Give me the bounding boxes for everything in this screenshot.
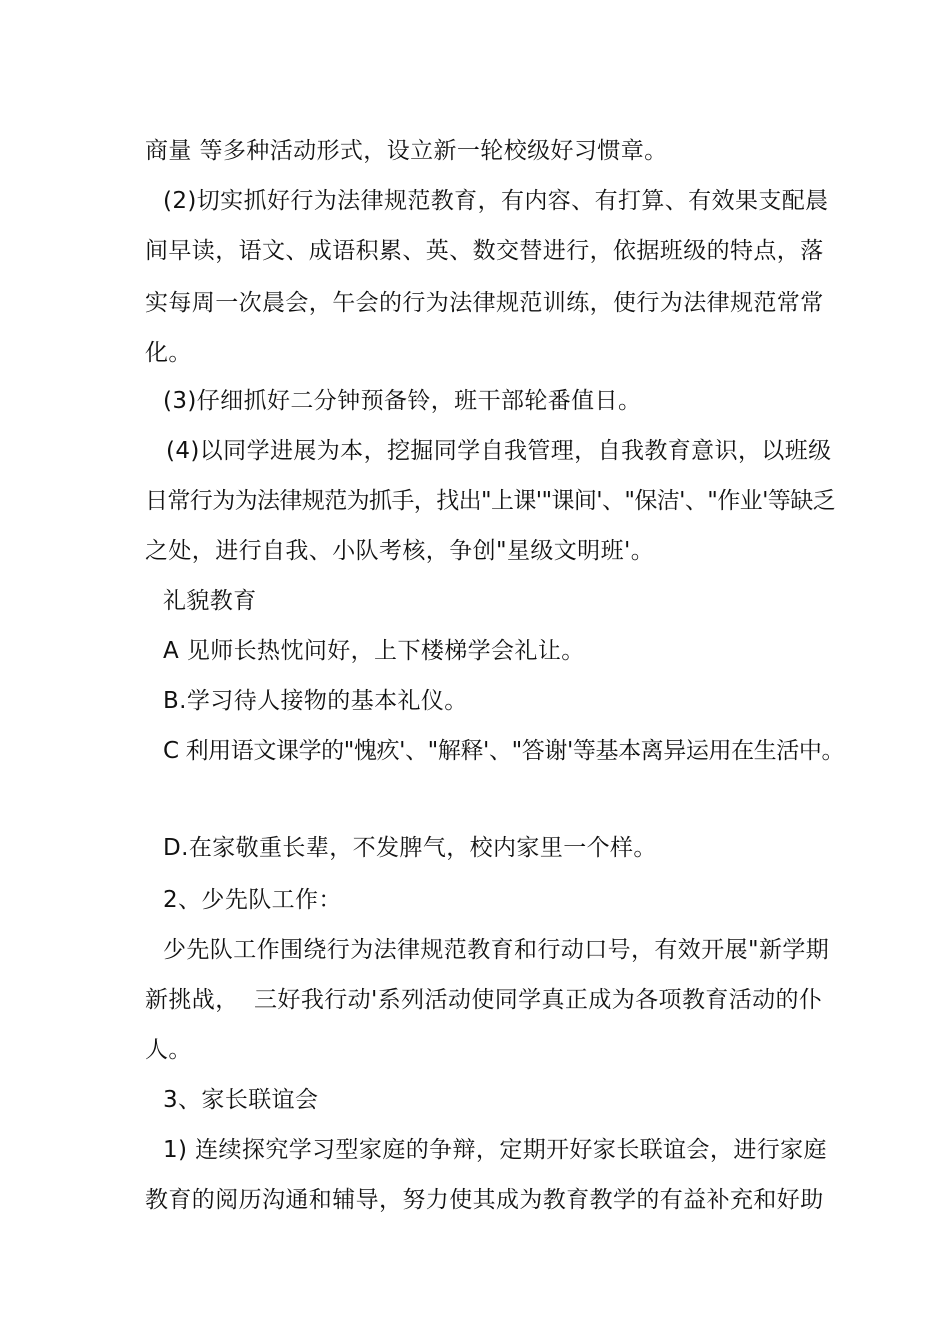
text-line-16: 少先队工作围绕行为法律规范教育和行动口号，有效开展"新学期	[163, 937, 830, 963]
text-line-3: 间早读，语文、成语积累、英、数交替进行，依据班级的特点，落	[145, 238, 824, 264]
text-line-2: (2)切实抓好行为法律规范教育，有内容、有打算、有效果支配晨	[163, 188, 829, 214]
text-line-18: 人。	[145, 1037, 192, 1063]
text-line-8: 日常行为为法律规范为抓手，找出"上课'"课间'、"保洁'、"作业'等缺乏	[145, 488, 836, 514]
text-line-20: 1) 连续探究学习型家庭的争辩，定期开好家长联谊会，进行家庭	[163, 1137, 827, 1163]
text-line-14: D.在家敬重长辈，不发脾气，校内家里一个样。	[163, 835, 657, 861]
text-line-6: (3)仔细抓好二分钟预备铃，班干部轮番值日。	[163, 388, 642, 414]
text-line-10: 礼貌教育	[163, 588, 257, 614]
text-line-13: C 利用语文课学的"愧疚'、"解释'、"答谢'等基本离异运用在生活中。	[163, 738, 845, 764]
text-line-1: 商量 等多种活动形式，设立新一轮校级好习惯章。	[145, 138, 668, 164]
text-line-19: 3、家长联谊会	[163, 1087, 319, 1113]
text-line-21: 教育的阅历沟通和辅导，努力使其成为教育教学的有益补充和好助	[145, 1187, 824, 1213]
text-line-12: B.学习待人接物的基本礼仪。	[163, 688, 468, 714]
text-line-9: 之处，进行自我、小队考核，争创"星级文明班'。	[145, 538, 655, 564]
text-line-15: 2、少先队工作：	[163, 887, 342, 913]
text-line-17: 新挑战， 三好我行动'系列活动使同学真正成为各项教育活动的仆	[145, 987, 823, 1013]
text-line-7: (4)以同学进展为本，挖掘同学自我管理，自我教育意识，以班级	[166, 438, 832, 464]
text-line-5: 化。	[145, 340, 192, 366]
text-line-4: 实每周一次晨会，午会的行为法律规范训练，使行为法律规范常常	[145, 290, 824, 316]
text-line-11: A 见师长热忱问好，上下楼梯学会礼让。	[163, 638, 585, 664]
